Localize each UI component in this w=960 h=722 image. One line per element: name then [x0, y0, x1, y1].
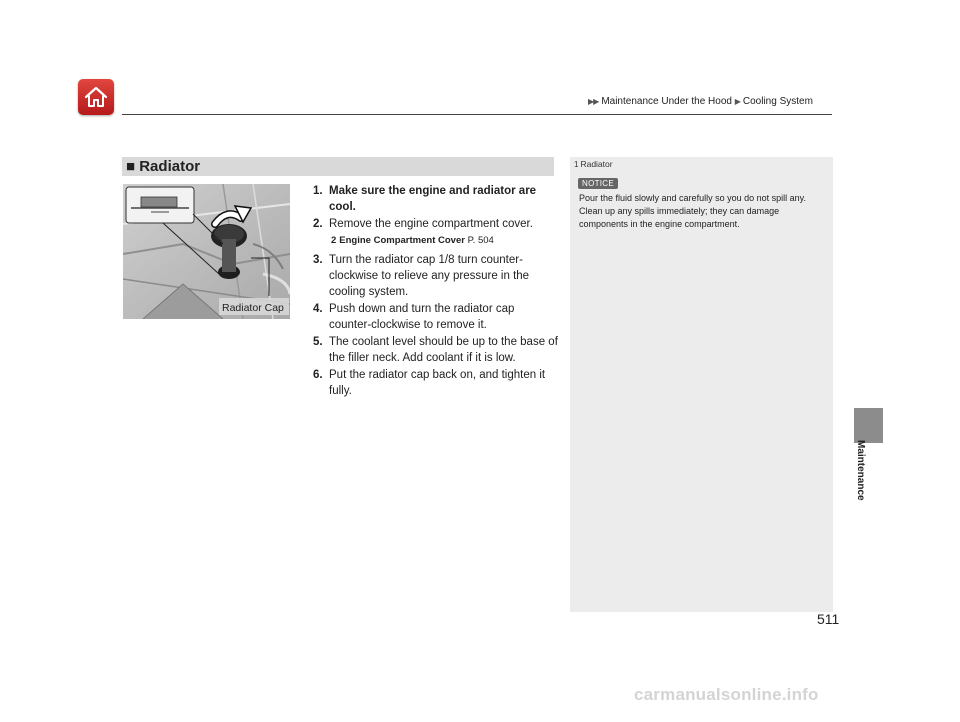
step-text: Put the radiator cap back on, and tighten it fully.	[329, 369, 546, 397]
chapter-tab[interactable]	[854, 408, 883, 443]
step-item	[313, 301, 558, 333]
step-item	[313, 334, 558, 366]
step-text: Make sure the engine and radiator are cool.	[329, 185, 537, 213]
step-number: 5.	[313, 336, 323, 348]
step-number: 3.	[313, 254, 323, 266]
breadcrumb-item[interactable]: Cooling System	[742, 96, 813, 107]
step-item	[313, 252, 558, 300]
reference-target[interactable]: Engine Compartment Cover	[339, 235, 465, 246]
step-text: Push down and turn the radiator cap counter-clockwise to remove it.	[329, 303, 515, 331]
radiator-cap-label: Radiator Cap	[222, 302, 284, 314]
side-note-panel	[570, 157, 833, 612]
watermark: carmanualsonline.info	[634, 685, 819, 704]
side-note-title: Radiator	[580, 159, 613, 169]
step-number: 4.	[313, 303, 323, 315]
step-number: 6.	[313, 369, 323, 381]
breadcrumb-arrow-icon: ▶▶	[588, 97, 599, 106]
breadcrumb	[588, 96, 813, 107]
notice-badge: NOTICE	[578, 178, 618, 189]
breadcrumb-arrow-icon: ▶	[734, 97, 740, 106]
section-header	[122, 157, 554, 176]
home-button[interactable]	[78, 79, 114, 115]
step-number: 2.	[313, 218, 323, 230]
radiator-illustration	[123, 184, 290, 319]
step-text: The coolant level should be up to the base of the filler neck. Add coolant if it is low.	[329, 336, 558, 364]
reference-page: P. 504	[467, 235, 494, 246]
step-item	[313, 216, 558, 232]
side-note-text: Pour the fluid slowly and carefully so you do not spill any. Clean up any spills immediately; they can damage components in the engine compartment.	[579, 193, 806, 229]
reference-arrow-icon: 2	[331, 235, 337, 246]
note-marker-icon: 1	[574, 160, 579, 169]
header-divider	[122, 114, 832, 115]
procedure-steps	[313, 183, 558, 400]
cross-reference-link[interactable]	[313, 233, 558, 249]
home-icon	[83, 85, 109, 109]
step-item	[313, 367, 558, 399]
step-text: Turn the radiator cap 1/8 turn counter-clockwise to relieve any pressure in the cooling system.	[329, 254, 530, 298]
page-number: 511	[817, 611, 840, 627]
section-title: ■ Radiator	[126, 158, 201, 175]
step-text: Remove the engine compartment cover.	[329, 218, 533, 230]
breadcrumb-item[interactable]: Maintenance Under the Hood	[601, 96, 732, 107]
side-note-heading	[574, 159, 613, 169]
chapter-tab-label: Maintenance	[855, 440, 866, 501]
step-number: 1.	[313, 185, 323, 197]
step-item	[313, 183, 558, 215]
